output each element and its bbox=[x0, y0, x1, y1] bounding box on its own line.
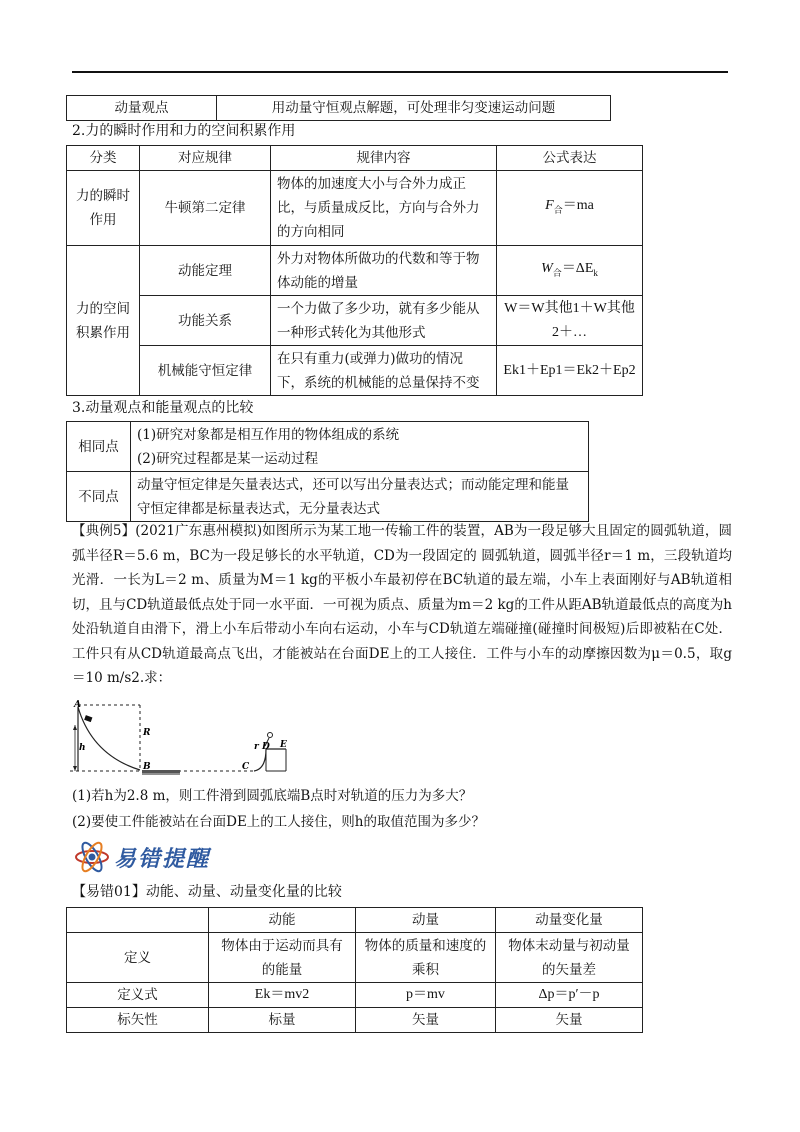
label-D: D bbox=[262, 742, 270, 752]
t3-row-label: 定义式 bbox=[67, 983, 209, 1008]
formula-mechanical: Ek1＋Ep1＝Ek2＋Ep2 bbox=[497, 346, 643, 396]
t3-cell: 物体由于运动而具有的能量 bbox=[209, 933, 356, 983]
label-h: h bbox=[79, 743, 86, 753]
question-2: (2)要使工件能被站在台面DE上的工人接住，则h的取值范围为多少？ bbox=[72, 814, 485, 830]
t3-row-label: 定义 bbox=[67, 933, 209, 983]
section-heading-3: 3.动量观点和能量观点的比较 bbox=[72, 400, 254, 416]
momentum-view-label: 动量观点 bbox=[67, 96, 217, 121]
content-mechanical: 在只有重力(或弹力)做功的情况下，系统的机械能的总量保持不变 bbox=[271, 346, 497, 396]
momentum-view-table bbox=[66, 95, 611, 121]
example-paragraph bbox=[72, 519, 732, 691]
t3-cell: 物体末动量与初动量的矢量差 bbox=[496, 933, 643, 983]
mistake-banner bbox=[74, 838, 314, 878]
t3-cell: Ek＝mv2 bbox=[209, 983, 356, 1008]
label-r: r bbox=[254, 742, 259, 752]
t3-cell: p＝mv bbox=[356, 983, 496, 1008]
label-R: R bbox=[143, 728, 151, 738]
label-A: A bbox=[74, 700, 81, 710]
t3-header-empty bbox=[67, 908, 209, 933]
header-formula: 公式表达 bbox=[497, 146, 643, 171]
track-diagram bbox=[70, 697, 295, 780]
momentum-view-content: 用动量守恒观点解题，可处理非匀变速运动问题 bbox=[217, 96, 611, 121]
same-point-2: (2)研究过程都是某一运动过程 bbox=[137, 450, 319, 467]
example-source: (2021广东惠州模拟) bbox=[135, 523, 263, 539]
same-point-1: (1)研究对象都是相互作用的物体组成的系统 bbox=[137, 426, 400, 443]
banner-title: 易错提醒 bbox=[114, 847, 211, 872]
label-B: B bbox=[143, 762, 151, 772]
formula-function: W＝W其他1＋W其他2＋… bbox=[497, 296, 643, 346]
example-text: 如图所示为某工地一传输工件的装置，AB为一段足够大且固定的圆弧轨道，圆弧半径R＝5.6 m，BC为一段足够长的水平轨道，CD为一段固定的 圆弧轨道，圆弧半径r＝1 m，三段轨道均光滑．一长为L＝2 m、质量为M＝1 kg的平板小车最初停在BC轨道的最左端，小车上表面刚好与AB轨道相切，且与CD轨道最低点处于同一水平面．一可视为质点、质量为m＝2 kg的工件从距AB轨道最低点的高度为h处沿轨道自由滑下，滑上小车后带动小车向右运动，小车与CD轨道左端碰撞(碰撞时间极短)后即被粘在C处．工件只有从CD轨道最高点飞出，才能被站在台面DE上的工人接住．工件与小车的动摩擦因数为μ＝0.5，取g＝10 m/s2.求： bbox=[72, 523, 732, 686]
diff-label: 不同点 bbox=[67, 472, 131, 522]
formula-newton: $F_合=ma$ bbox=[497, 171, 643, 246]
header-rule bbox=[72, 71, 728, 73]
content-function: 一个力做了多少功，就有多少能从一种形式转化为其他形式 bbox=[271, 296, 497, 346]
t3-cell: 矢量 bbox=[356, 1008, 496, 1033]
diff-content: 动量守恒定律是矢量表达式，还可以写出分量表达式；而动能定理和能量守恒定律都是标量表达式，无分量表达式 bbox=[131, 472, 589, 522]
label-E: E bbox=[280, 740, 287, 750]
t3-row-label: 标矢性 bbox=[67, 1008, 209, 1033]
law-function: 功能关系 bbox=[140, 296, 271, 346]
comparison-table bbox=[66, 421, 589, 522]
content-kinetic: 外力对物体所做功的代数和等于物体动能的增量 bbox=[271, 246, 497, 296]
t3-cell: 标量 bbox=[209, 1008, 356, 1033]
t3-header-change: 动量变化量 bbox=[496, 908, 643, 933]
law-kinetic: 动能定理 bbox=[140, 246, 271, 296]
header-law: 对应规律 bbox=[140, 146, 271, 171]
mistake-heading: 【易错01】动能、动量、动量变化量的比较 bbox=[72, 884, 342, 900]
t3-cell: Δp＝p′－p bbox=[496, 983, 643, 1008]
content-newton: 物体的加速度大小与合外力成正比，与质量成反比，方向与合外力的方向相同 bbox=[271, 171, 497, 246]
t3-header-momentum: 动量 bbox=[356, 908, 496, 933]
example-tag: 【典例5】 bbox=[72, 523, 136, 539]
same-content bbox=[131, 422, 589, 472]
law-mechanical: 机械能守恒定律 bbox=[140, 346, 271, 396]
comparison-kinetic-momentum-table bbox=[66, 907, 643, 1033]
same-label: 相同点 bbox=[67, 422, 131, 472]
label-C: C bbox=[242, 762, 250, 772]
law-newton: 牛顿第二定律 bbox=[140, 171, 271, 246]
category-space: 力的空间积累作用 bbox=[67, 246, 140, 396]
header-category: 分类 bbox=[67, 146, 140, 171]
category-instant: 力的瞬时作用 bbox=[67, 171, 140, 246]
t3-header-kinetic: 动能 bbox=[209, 908, 356, 933]
force-action-table bbox=[66, 145, 643, 396]
t3-cell: 物体的质量和速度的乘积 bbox=[356, 933, 496, 983]
section-heading-2: 2.力的瞬时作用和力的空间积累作用 bbox=[72, 123, 296, 139]
question-1: (1)若h为2.8 m，则工件滑到圆弧底端B点时对轨道的压力为多大？ bbox=[72, 788, 473, 804]
atom-icon bbox=[74, 840, 110, 874]
header-content: 规律内容 bbox=[271, 146, 497, 171]
formula-kinetic: $W_合=\Delta E_k$ bbox=[497, 246, 643, 296]
t3-cell: 矢量 bbox=[496, 1008, 643, 1033]
